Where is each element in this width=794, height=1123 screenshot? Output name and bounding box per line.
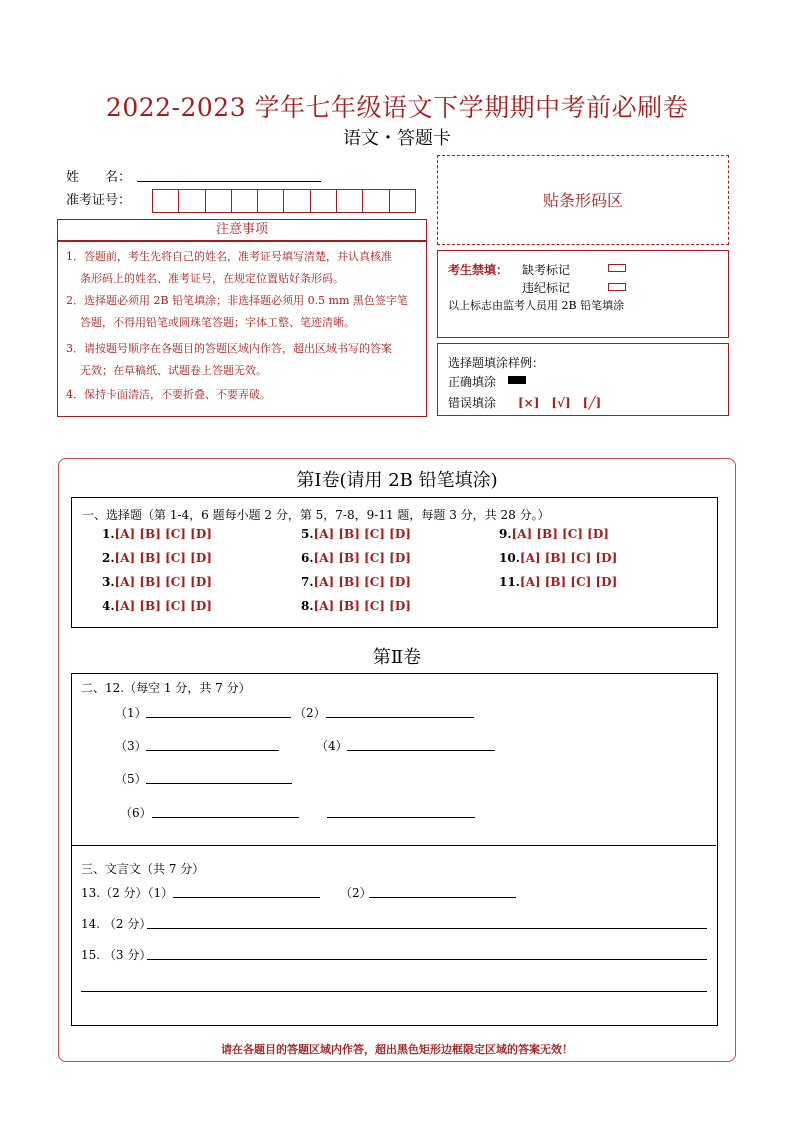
answer-line[interactable]	[327, 817, 475, 818]
answer-line[interactable]	[369, 897, 516, 898]
mc-question[interactable]	[499, 575, 617, 589]
q-options[interactable]: [A] [B] [C] [D]	[114, 575, 212, 589]
mc-question[interactable]	[102, 527, 212, 541]
fill-example-label: 选择题填涂样例：	[448, 356, 545, 370]
blank-label: （5）	[115, 772, 147, 786]
q-number: 4.	[102, 599, 115, 613]
id-cell[interactable]	[153, 190, 179, 212]
wrong-fill-label: 错误填涂	[448, 396, 497, 410]
classical-header: 三、文言文（共 7 分）	[81, 862, 205, 876]
answer-line[interactable]	[146, 750, 279, 751]
q-number: 3.	[102, 575, 115, 589]
blank-label: （3）	[115, 739, 147, 753]
q-number: 6.	[301, 551, 314, 565]
q-options[interactable]: [A] [B] [C] [D]	[114, 527, 212, 541]
id-label: 准考证号：	[66, 193, 132, 208]
notice-item-3	[66, 338, 421, 382]
mc-question[interactable]	[102, 551, 212, 565]
q-number: 7.	[301, 575, 314, 589]
q12-header: 二、12.（每空 1 分，共 7 分）	[81, 681, 251, 695]
q-number: 5.	[301, 527, 314, 541]
prohibited-label: 考生禁填：	[448, 263, 509, 277]
q-number: 2.	[102, 551, 115, 565]
notice-text: 无效；在草稿纸、试题卷上答题无效。	[80, 364, 267, 377]
mc-question[interactable]	[102, 599, 212, 613]
answer-line[interactable]	[347, 750, 495, 751]
blank-label: （4）	[316, 739, 348, 753]
answer-line[interactable]	[147, 928, 707, 929]
section-divider	[71, 845, 716, 846]
notice-item-1	[66, 246, 421, 290]
q-options[interactable]: [A] [B] [C] [D]	[114, 551, 212, 565]
id-cell[interactable]	[258, 190, 284, 212]
footer-warning: 请在各题目的答题区域内作答，超出黑色矩形边框限定区域的答案无效！	[221, 1043, 573, 1056]
mc-question[interactable]	[301, 527, 411, 541]
id-cell[interactable]	[390, 190, 415, 212]
q-options[interactable]: [A] [B] [C] [D]	[313, 599, 411, 613]
prohibited-note: 以上标志由监考人员用 2B 铅笔填涂	[448, 299, 625, 312]
notice-text: 答题，不得用铅笔或圆珠笔答题；字体工整、笔迹清晰。	[80, 316, 355, 329]
notice-item-2	[66, 290, 421, 334]
barcode-label: 贴条形码区	[542, 191, 623, 210]
fill-example-box	[437, 343, 729, 416]
answer-line[interactable]	[147, 959, 707, 960]
blank-label: （6）	[120, 806, 152, 820]
q-options[interactable]: [A] [B] [C] [D]	[511, 527, 609, 541]
notice-heading: 注意事项	[215, 222, 268, 237]
page-subtitle: 语文・答题卡	[343, 128, 451, 149]
mc-question[interactable]	[499, 551, 617, 565]
q-number: 8.	[301, 599, 314, 613]
absent-label: 缺考标记	[522, 263, 571, 277]
notice-text: 1．答题前，考生先将自己的姓名，准考证号填写清楚，并认真核准	[66, 250, 392, 263]
answer-line[interactable]	[146, 783, 292, 784]
q-options[interactable]: [A] [B] [C] [D]	[313, 551, 411, 565]
mc-question[interactable]	[301, 599, 411, 613]
notice-header	[57, 219, 427, 241]
prohibited-box	[437, 250, 729, 338]
mc-header: 一、选择题（第 1-4，6 题每小题 2 分，第 5，7-8，9-11 题，每题 3 分，共 28 分。）	[82, 508, 550, 522]
part2-section	[71, 673, 718, 1026]
notice-item-4	[66, 384, 421, 406]
id-cell[interactable]	[311, 190, 337, 212]
id-cell[interactable]	[363, 190, 389, 212]
blank-label: （2）	[294, 706, 326, 720]
q-options[interactable]: [A] [B] [C] [D]	[519, 575, 618, 589]
exam-id-boxes[interactable]	[152, 189, 416, 213]
id-cell[interactable]	[337, 190, 363, 212]
mc-question[interactable]	[301, 575, 411, 589]
notice-text: 4．保持卡面清洁，不要折叠、不要弄破。	[66, 388, 271, 401]
q-options[interactable]: [A] [B] [C] [D]	[519, 551, 618, 565]
wrong-fill-samples: [×] [√] [╱]	[518, 396, 602, 410]
mc-question[interactable]	[499, 527, 609, 541]
answer-line[interactable]	[146, 717, 291, 718]
page-title: 2022-2023 学年七年级语文下学期期中考前必刷卷	[105, 93, 689, 122]
notice-text: 3．请按题号顺序在各题目的答题区域内作答，超出区域书写的答案	[66, 342, 392, 355]
name-field[interactable]	[137, 181, 321, 182]
q-number: 1.	[102, 527, 115, 541]
violation-mark-box[interactable]	[608, 283, 626, 291]
id-cell[interactable]	[232, 190, 258, 212]
correct-fill-sample	[508, 376, 526, 384]
answer-line[interactable]	[152, 817, 299, 818]
violation-label: 违纪标记	[522, 281, 571, 295]
q-options[interactable]: [A] [B] [C] [D]	[313, 575, 411, 589]
part2-title: 第Ⅱ卷	[372, 647, 422, 668]
id-cell[interactable]	[206, 190, 232, 212]
q-number: 10.	[499, 551, 520, 565]
q-number: 11.	[499, 575, 520, 589]
id-cell[interactable]	[179, 190, 205, 212]
q-options[interactable]: [A] [B] [C] [D]	[114, 599, 212, 613]
answer-line[interactable]	[326, 717, 474, 718]
notice-text: 条形码上的姓名、准考证号，在规定位置贴好条形码。	[80, 272, 344, 285]
absent-mark-box[interactable]	[608, 264, 626, 272]
mc-question[interactable]	[301, 551, 411, 565]
answer-line[interactable]	[81, 991, 707, 992]
name-label: 姓 名：	[66, 170, 132, 185]
q13-label: 13.（2 分）（1）	[81, 886, 174, 900]
q13-part2-label: （2）	[340, 886, 372, 900]
mc-question[interactable]	[102, 575, 212, 589]
notice-text: 2．选择题必须用 2B 铅笔填涂；非选择题必须用 0.5 mm 黑色签字笔	[66, 294, 408, 307]
correct-fill-label: 正确填涂	[448, 375, 497, 389]
blank-label: （1）	[115, 706, 147, 720]
q14-label: 14. （2 分）	[81, 917, 152, 931]
notice-box	[57, 241, 427, 417]
q-number: 9.	[499, 527, 512, 541]
q15-label: 15. （3 分）	[81, 948, 152, 962]
part1-title: 第Ⅰ卷(请用 2B 铅笔填涂)	[296, 470, 498, 491]
q-options[interactable]: [A] [B] [C] [D]	[313, 527, 411, 541]
barcode-area	[437, 155, 729, 245]
answer-line[interactable]	[173, 897, 320, 898]
id-cell[interactable]	[284, 190, 310, 212]
